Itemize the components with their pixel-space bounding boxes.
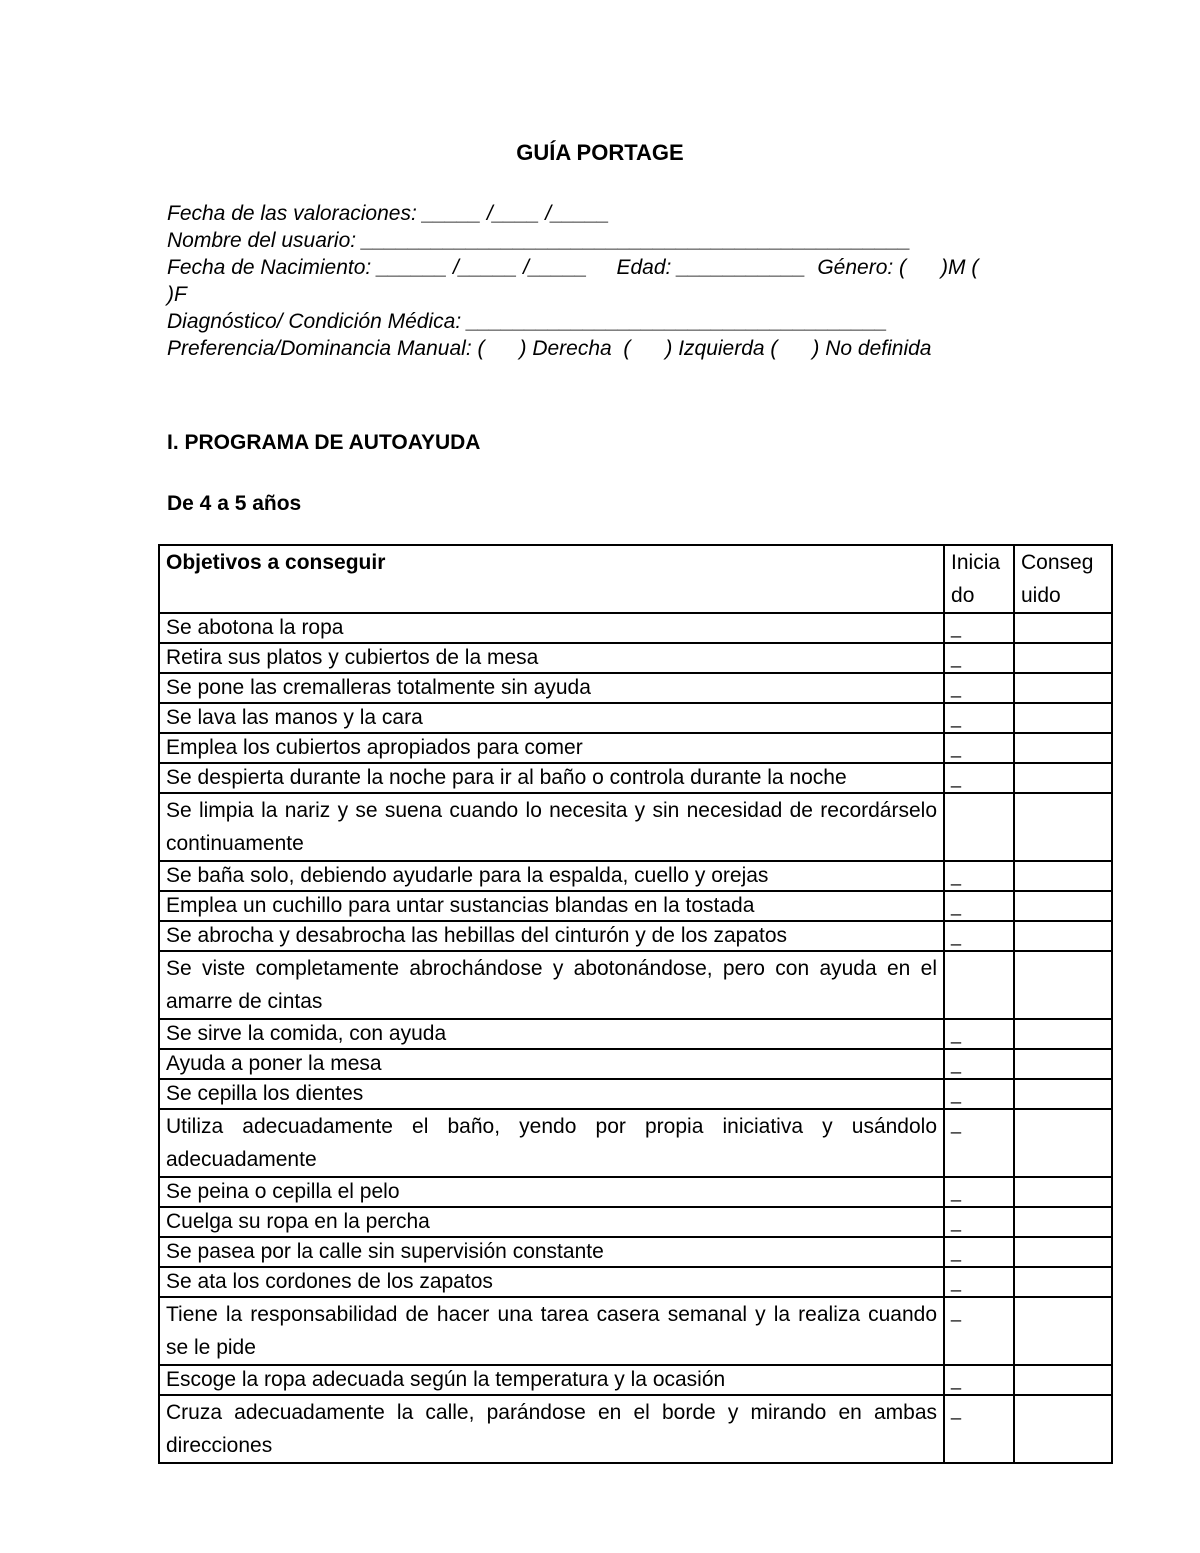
iniciado-mark: _	[951, 708, 962, 728]
conseguido-cell[interactable]	[1014, 643, 1112, 673]
conseguido-cell[interactable]	[1014, 921, 1112, 951]
objectives-table	[158, 544, 1113, 1464]
table-row	[159, 643, 1112, 673]
field-hand-dominance: Preferencia/Dominancia Manual: ( ) Derecha ( ) Izquierda ( ) No definida	[167, 337, 932, 360]
conseguido-cell[interactable]	[1014, 793, 1112, 861]
iniciado-mark: _	[951, 1084, 962, 1104]
objective-cell: Se sirve la comida, con ayuda	[159, 1019, 944, 1049]
field-user-name: Nombre del usuario: _______________________________________________	[167, 229, 911, 252]
iniciado-mark: _	[951, 926, 962, 946]
objective-cell: Se abrocha y desabrocha las hebillas del cinturón y de los zapatos	[159, 921, 944, 951]
table-row	[159, 1019, 1112, 1049]
objective-cell: Se cepilla los dientes	[159, 1079, 944, 1109]
objective-cell: Emplea un cuchillo para untar sustancias blandas en la tostada	[159, 891, 944, 921]
iniciado-cell[interactable]	[944, 1207, 1014, 1237]
table-row	[159, 1237, 1112, 1267]
iniciado-cell[interactable]	[944, 891, 1014, 921]
objective-cell: Se viste completamente abrochándose y abotonándose, pero con ayuda en el amarre de cintas	[159, 951, 944, 1019]
conseguido-cell[interactable]	[1014, 1395, 1112, 1463]
iniciado-cell[interactable]	[944, 1109, 1014, 1177]
conseguido-cell[interactable]	[1014, 703, 1112, 733]
iniciado-cell[interactable]	[944, 1297, 1014, 1365]
iniciado-mark: _	[951, 1114, 962, 1134]
objective-cell: Se lava las manos y la cara	[159, 703, 944, 733]
age-range-heading: De 4 a 5 años	[167, 492, 302, 515]
table-row	[159, 673, 1112, 703]
conseguido-cell[interactable]	[1014, 1237, 1112, 1267]
table-row	[159, 891, 1112, 921]
iniciado-mark: _	[951, 738, 962, 758]
table-row	[159, 1297, 1112, 1365]
iniciado-cell[interactable]	[944, 1395, 1014, 1463]
iniciado-cell[interactable]	[944, 763, 1014, 793]
field-diagnosis: Diagnóstico/ Condición Médica: ____________________________________	[167, 310, 888, 333]
conseguido-cell[interactable]	[1014, 1365, 1112, 1395]
objective-cell: Retira sus platos y cubiertos de la mesa	[159, 643, 944, 673]
conseguido-cell[interactable]	[1014, 1079, 1112, 1109]
table-row	[159, 1267, 1112, 1297]
table-row	[159, 1049, 1112, 1079]
table-row	[159, 1079, 1112, 1109]
header-objectives: Objetivos a conseguir	[159, 545, 944, 613]
conseguido-cell[interactable]	[1014, 1267, 1112, 1297]
objective-cell: Se pasea por la calle sin supervisión constante	[159, 1237, 944, 1267]
iniciado-mark: _	[951, 1400, 962, 1420]
objective-cell: Se ata los cordones de los zapatos	[159, 1267, 944, 1297]
iniciado-cell[interactable]	[944, 1079, 1014, 1109]
iniciado-mark: _	[951, 618, 962, 638]
iniciado-mark: _	[951, 678, 962, 698]
conseguido-cell[interactable]	[1014, 1049, 1112, 1079]
iniciado-cell[interactable]	[944, 793, 1014, 861]
iniciado-mark: _	[951, 1024, 962, 1044]
table-row	[159, 861, 1112, 891]
iniciado-cell[interactable]	[944, 1019, 1014, 1049]
field-gender-continued: )F	[167, 283, 187, 306]
objective-cell: Escoge la ropa adecuada según la temperatura y la ocasión	[159, 1365, 944, 1395]
conseguido-cell[interactable]	[1014, 891, 1112, 921]
table-row	[159, 951, 1112, 1019]
conseguido-cell[interactable]	[1014, 1297, 1112, 1365]
table-row	[159, 1207, 1112, 1237]
iniciado-mark: _	[951, 1272, 962, 1292]
iniciado-cell[interactable]	[944, 1177, 1014, 1207]
objective-cell: Emplea los cubiertos apropiados para comer	[159, 733, 944, 763]
objective-cell: Cuelga su ropa en la percha	[159, 1207, 944, 1237]
iniciado-mark: _	[951, 1302, 962, 1322]
header-fields	[167, 200, 1037, 362]
conseguido-cell[interactable]	[1014, 733, 1112, 763]
header-conseguido: Conseg uido	[1014, 545, 1112, 613]
iniciado-cell[interactable]	[944, 613, 1014, 643]
objective-cell: Se pone las cremalleras totalmente sin ayuda	[159, 673, 944, 703]
iniciado-cell[interactable]	[944, 673, 1014, 703]
iniciado-mark: _	[951, 1242, 962, 1262]
table-row	[159, 1395, 1112, 1463]
table-header-row	[159, 545, 1112, 613]
conseguido-cell[interactable]	[1014, 951, 1112, 1019]
iniciado-mark: _	[951, 1370, 962, 1390]
iniciado-mark: _	[951, 1212, 962, 1232]
table-row	[159, 703, 1112, 733]
iniciado-mark: _	[951, 896, 962, 916]
conseguido-cell[interactable]	[1014, 1109, 1112, 1177]
table-row	[159, 613, 1112, 643]
table-row	[159, 1109, 1112, 1177]
conseguido-cell[interactable]	[1014, 763, 1112, 793]
iniciado-cell[interactable]	[944, 861, 1014, 891]
iniciado-cell[interactable]	[944, 733, 1014, 763]
table-row	[159, 921, 1112, 951]
conseguido-cell[interactable]	[1014, 613, 1112, 643]
iniciado-mark: _	[951, 866, 962, 886]
conseguido-cell[interactable]	[1014, 1177, 1112, 1207]
objective-cell: Se abotona la ropa	[159, 613, 944, 643]
conseguido-cell[interactable]	[1014, 1207, 1112, 1237]
objective-cell: Ayuda a poner la mesa	[159, 1049, 944, 1079]
table-row	[159, 1177, 1112, 1207]
field-birth-date-age-gender: Fecha de Nacimiento: ______ /_____ /_____ Edad: ___________ Género: ( )M (	[167, 256, 979, 279]
iniciado-cell[interactable]	[944, 1049, 1014, 1079]
iniciado-cell[interactable]	[944, 703, 1014, 733]
document-title: GUÍA PORTAGE	[516, 140, 684, 165]
table-row	[159, 1365, 1112, 1395]
objective-cell: Utiliza adecuadamente el baño, yendo por propia iniciativa y usándolo adecuadamente	[159, 1109, 944, 1177]
iniciado-cell[interactable]	[944, 921, 1014, 951]
table-row	[159, 763, 1112, 793]
conseguido-cell[interactable]	[1014, 1019, 1112, 1049]
table-row	[159, 733, 1112, 763]
conseguido-cell[interactable]	[1014, 861, 1112, 891]
iniciado-cell[interactable]	[944, 1365, 1014, 1395]
section-title: I. PROGRAMA DE AUTOAYUDA	[167, 431, 481, 454]
field-assessment-date: Fecha de las valoraciones: _____ /____ /_____	[167, 202, 610, 225]
iniciado-mark: _	[951, 1054, 962, 1074]
iniciado-mark: _	[951, 648, 962, 668]
iniciado-mark: _	[951, 1182, 962, 1202]
objective-cell: Se limpia la nariz y se suena cuando lo necesita y sin necesidad de recordárselo continuamente	[159, 793, 944, 861]
iniciado-cell[interactable]	[944, 1267, 1014, 1297]
objective-cell: Se despierta durante la noche para ir al baño o controla durante la noche	[159, 763, 944, 793]
objective-cell: Se peina o cepilla el pelo	[159, 1177, 944, 1207]
iniciado-cell[interactable]	[944, 951, 1014, 1019]
table-row	[159, 793, 1112, 861]
objective-cell: Se baña solo, debiendo ayudarle para la espalda, cuello y orejas	[159, 861, 944, 891]
iniciado-mark: _	[951, 768, 962, 788]
objective-cell: Tiene la responsabilidad de hacer una tarea casera semanal y la realiza cuando se le pide	[159, 1297, 944, 1365]
objective-cell: Cruza adecuadamente la calle, parándose en el borde y mirando en ambas direcciones	[159, 1395, 944, 1463]
header-iniciado: Inicia do	[944, 545, 1014, 613]
iniciado-cell[interactable]	[944, 643, 1014, 673]
conseguido-cell[interactable]	[1014, 673, 1112, 703]
iniciado-cell[interactable]	[944, 1237, 1014, 1267]
